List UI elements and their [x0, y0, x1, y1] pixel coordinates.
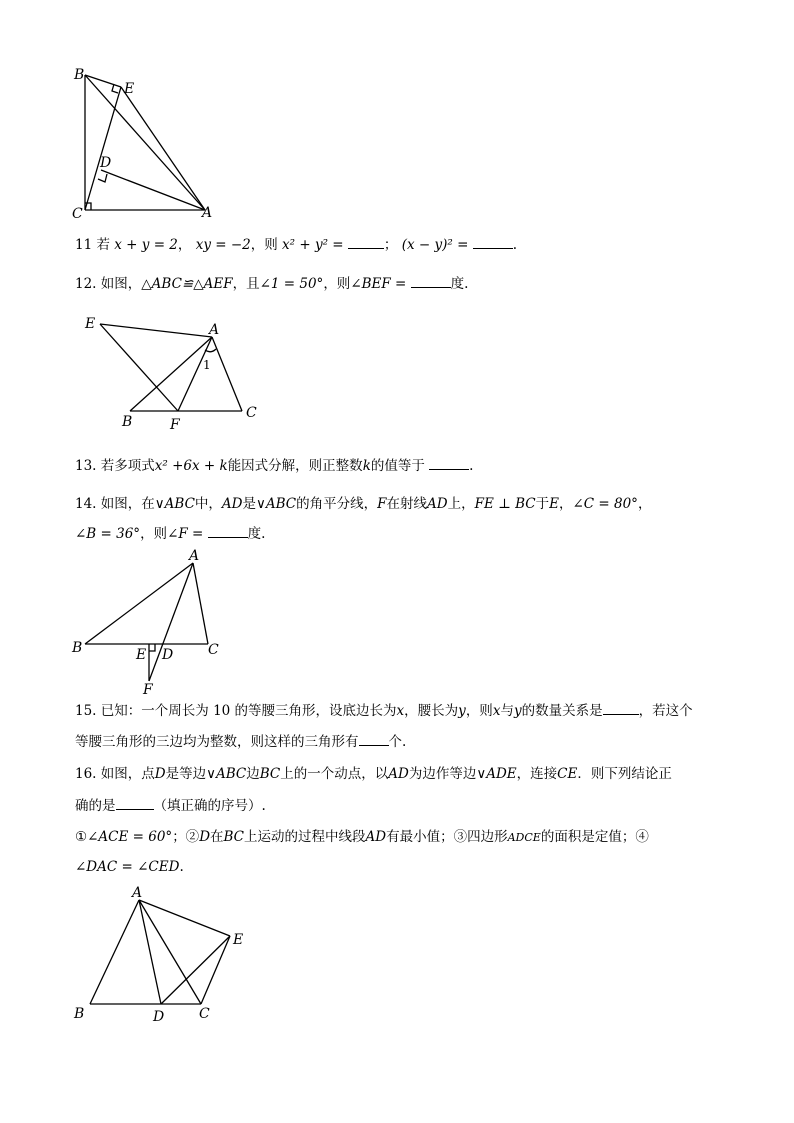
q14-text: 上，: [447, 496, 475, 512]
question-number: 16.: [75, 766, 97, 782]
label-c: C: [208, 642, 219, 658]
question-12: [75, 273, 468, 295]
q15-y: y: [513, 703, 522, 719]
question-number: 15.: [75, 703, 97, 719]
question-15-line-1: [75, 700, 693, 722]
q16-text: ①: [75, 829, 88, 845]
q12-text-c: ，则: [323, 276, 351, 292]
question-14-line-1: [75, 493, 651, 515]
answer-blank[interactable]: [473, 236, 513, 249]
question-number: 11: [75, 237, 93, 253]
q16-text: 为边作等边: [408, 766, 477, 782]
q16-angle-eq: ∠DAC = ∠CED: [75, 859, 180, 875]
q14-f: F: [377, 496, 387, 512]
q15-x: x: [396, 703, 405, 719]
segment-ad: [139, 900, 161, 1004]
label-e: E: [85, 316, 96, 332]
q16-text: .: [179, 859, 184, 875]
q14-text: 于: [535, 496, 550, 512]
answer-blank[interactable]: [411, 275, 451, 288]
q15-x: x: [492, 703, 501, 719]
q16-d: D: [199, 829, 211, 845]
q12-congruence: △ABC≌△AEF: [141, 276, 233, 292]
q14-text: 是: [242, 496, 256, 512]
q14-tri: ∨ABC: [154, 496, 195, 512]
segment-ab: [130, 337, 212, 411]
q11-text: 若: [96, 237, 110, 253]
label-a: A: [189, 548, 200, 564]
q16-bc: BC: [223, 829, 245, 845]
label-c: C: [199, 1006, 210, 1022]
label-b: B: [72, 640, 83, 656]
q14-text: 的角平分线，: [296, 496, 378, 512]
label-angle-1: 1: [203, 358, 211, 372]
label-f: F: [170, 417, 180, 433]
q13-text-c: 的值等于: [370, 458, 425, 474]
q15-text: ，腰长为: [404, 703, 459, 719]
question-number: 12.: [75, 276, 97, 292]
q14-ad: AD: [221, 496, 243, 512]
label-a: A: [202, 205, 213, 221]
segment-ab: [90, 900, 139, 1004]
q12-text-b: ，且: [232, 276, 260, 292]
segment-ce: [201, 936, 230, 1004]
label-a: A: [209, 322, 220, 338]
q16-ce: CE: [557, 766, 578, 782]
q14-text: 在射线: [386, 496, 428, 512]
q11-sep: ；: [383, 237, 398, 253]
segment-ac: [193, 563, 208, 644]
segment-ea: [100, 324, 212, 337]
q16-text: 上运动的过程中线段: [244, 829, 366, 845]
q16-adce: ADCE: [507, 831, 541, 844]
q15-text: ，若这个: [638, 703, 693, 719]
figure-equilateral-triangles: [65, 882, 265, 1032]
figure-angle-bisector: [65, 548, 235, 698]
q16-text: （填正确的序号）.: [153, 798, 266, 814]
segment-ac: [139, 900, 201, 1004]
q13-k: k: [362, 458, 371, 474]
q14-perp: FE ⊥ BC: [474, 496, 536, 512]
q14-e: E: [549, 496, 559, 512]
question-16-line-3: [75, 826, 649, 849]
question-number: 14.: [75, 496, 97, 512]
label-e: E: [136, 647, 147, 663]
label-b: B: [74, 1006, 85, 1022]
q11-comma: ，: [177, 237, 192, 253]
label-b: B: [74, 67, 85, 83]
answer-blank[interactable]: [359, 733, 389, 746]
q14-unit: 度.: [247, 526, 266, 542]
q15-text: 的数量关系是: [521, 703, 603, 719]
q13-poly: x² +6x + k: [154, 458, 228, 474]
q16-text: 上的一个动点，以: [280, 766, 389, 782]
segment-ce: [85, 87, 121, 210]
q11-end: .: [512, 237, 517, 253]
q16-text: ；②: [172, 829, 200, 845]
q16-text: 边: [246, 766, 260, 782]
question-16-line-1: [75, 763, 672, 785]
q16-text: 在: [210, 829, 224, 845]
label-d: D: [162, 647, 174, 663]
q16-ad: AD: [365, 829, 387, 845]
q14-angle-c: ∠C = 80°: [572, 496, 638, 512]
segment-ba: [85, 75, 205, 210]
q14-angle-f: ∠F =: [167, 526, 204, 542]
q16-ace: ∠ACE = 60°: [87, 829, 173, 845]
q15-y: y: [458, 703, 466, 719]
q11-text-b: ，则: [250, 237, 278, 253]
label-d: D: [153, 1009, 165, 1025]
q12-unit: 度.: [450, 276, 469, 292]
q12-angle: ∠1 = 50°: [259, 276, 324, 292]
q16-tri: ∨ABC: [206, 766, 247, 782]
answer-blank[interactable]: [348, 236, 384, 249]
answer-blank[interactable]: [429, 457, 469, 470]
q16-text: 有最小值；③四边形: [386, 829, 508, 845]
segment-ac: [212, 337, 242, 411]
q16-text: 确的是: [75, 798, 116, 814]
q11-cond1: x + y = 2: [114, 237, 178, 253]
q16-ad: AD: [388, 766, 409, 782]
label-a: A: [132, 885, 143, 901]
segment-ea: [121, 87, 205, 210]
q11-cond2: xy = −2: [195, 237, 251, 253]
q15-text: 已知：一个周长为 10 的等腰三角形，设底边长为: [100, 703, 397, 719]
label-c: C: [72, 206, 83, 222]
q12-text-a: 如图，: [100, 276, 142, 292]
q11-expr2: (x − y)² =: [401, 237, 469, 253]
segment-da: [101, 170, 205, 210]
label-d: D: [100, 155, 112, 171]
q13-text-a: 若多项式: [100, 458, 155, 474]
answer-blank[interactable]: [208, 525, 248, 538]
question-14-line-2: [75, 523, 265, 545]
segment-af: [149, 563, 193, 681]
q16-text: 的面积是定值；④: [540, 829, 649, 845]
segment-ef: [100, 324, 178, 411]
q15-text: 等腰三角形的三边均为整数，则这样的三角形有: [75, 734, 359, 750]
q15-text: 与: [500, 703, 514, 719]
q14-angle-b: ∠B = 36°: [75, 526, 141, 542]
right-angle-mark-e: [149, 644, 155, 651]
q16-tri: ∨ADE: [476, 766, 517, 782]
question-15-line-2: [75, 731, 406, 753]
q15-text: 个.: [388, 734, 407, 750]
q16-text: ．则下列结论正: [577, 766, 672, 782]
label-e: E: [124, 81, 135, 97]
question-13: [75, 455, 473, 477]
q14-text: ，: [558, 496, 573, 512]
figure-right-triangles: [60, 60, 230, 225]
label-b: B: [122, 414, 133, 430]
label-c: C: [246, 405, 257, 421]
q16-text: ，连接: [516, 766, 558, 782]
q16-d: D: [154, 766, 166, 782]
q14-text: 中，: [194, 496, 222, 512]
q12-target: ∠BEF =: [350, 276, 407, 292]
segment-ae: [139, 900, 230, 936]
q14-text: 如图，在: [100, 496, 155, 512]
label-f: F: [143, 682, 153, 698]
segment-af: [178, 337, 212, 411]
q14-tri: ∨ABC: [256, 496, 297, 512]
answer-blank[interactable]: [116, 797, 154, 810]
right-angle-mark-d: [98, 174, 107, 182]
question-number: 13.: [75, 458, 97, 474]
q16-bc: BC: [259, 766, 281, 782]
q14-text: ，: [637, 496, 652, 512]
question-16-line-4: [75, 856, 184, 878]
label-e: E: [233, 932, 244, 948]
segment-ab: [85, 563, 193, 644]
q16-text: 如图，点: [100, 766, 155, 782]
q13-end: .: [469, 458, 474, 474]
q16-text: 是等边: [165, 766, 207, 782]
q14-text: ，则: [140, 526, 168, 542]
q11-expr1: x² + y² =: [282, 237, 344, 253]
question-16-line-2: [75, 795, 266, 817]
q15-text: ，则: [465, 703, 493, 719]
q13-text-b: 能因式分解，则正整数: [227, 458, 363, 474]
q14-ad: AD: [427, 496, 448, 512]
question-11: [75, 234, 517, 256]
answer-blank[interactable]: [603, 702, 639, 715]
figure-congruent-triangles: [80, 312, 270, 437]
